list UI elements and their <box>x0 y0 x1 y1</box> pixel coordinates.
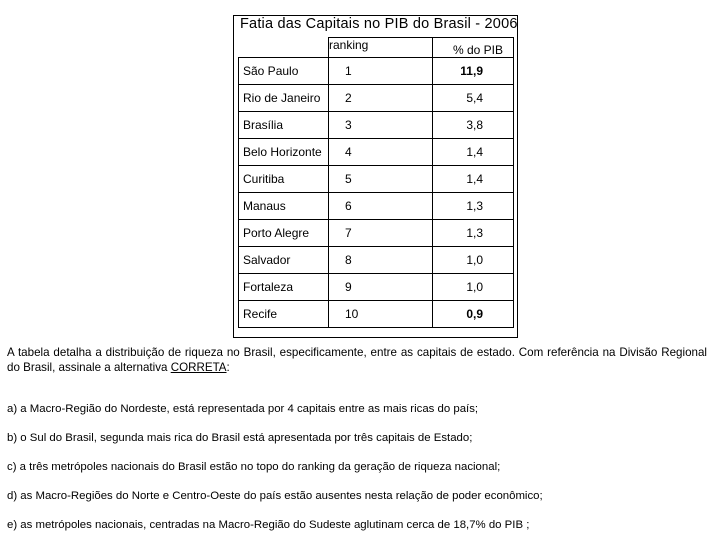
table-row <box>239 247 514 274</box>
table-row <box>239 193 514 220</box>
table-row <box>239 220 514 247</box>
question-intro <box>7 345 707 375</box>
intro-text: A tabela detalha a distribuição de riqueza no Brasil, especificamente, entre as capitais de estado. Com referência na Divisão Regional do Brasil, assinale a alternativa <box>7 346 707 374</box>
cell-city: Manaus <box>239 193 329 220</box>
cell-city: Porto Alegre <box>239 220 329 247</box>
cell-pct: 1,3 <box>433 220 514 247</box>
cell-pct: 1,4 <box>433 139 514 166</box>
table-row <box>239 166 514 193</box>
pib-table <box>238 37 514 328</box>
cell-pct: 11,9 <box>433 58 514 85</box>
cell-rank: 5 <box>329 166 433 193</box>
table-row <box>239 139 514 166</box>
cell-pct: 1,4 <box>433 166 514 193</box>
cell-rank: 3 <box>329 112 433 139</box>
cell-pct: 1,3 <box>433 193 514 220</box>
cell-city: Curitiba <box>239 166 329 193</box>
cell-rank: 6 <box>329 193 433 220</box>
cell-city: Belo Horizonte <box>239 139 329 166</box>
header-ranking: ranking <box>329 38 433 58</box>
intro-colon: : <box>226 361 230 374</box>
cell-pct: 1,0 <box>433 274 514 301</box>
cell-rank: 1 <box>329 58 433 85</box>
table-row <box>239 274 514 301</box>
intro-underlined-word: CORRETA <box>170 361 227 374</box>
cell-city: Rio de Janeiro <box>239 85 329 112</box>
cell-city: Fortaleza <box>239 274 329 301</box>
cell-rank: 4 <box>329 139 433 166</box>
cell-city: Salvador <box>239 247 329 274</box>
cell-rank: 8 <box>329 247 433 274</box>
table-row <box>239 301 514 328</box>
cell-pct: 0,9 <box>433 301 514 328</box>
option-b: b) o Sul do Brasil, segunda mais rica do Brasil está apresentada por três capitais de Estado; <box>7 432 473 444</box>
table-row <box>239 58 514 85</box>
option-c: c) a três metrópoles nacionais do Brasil estão no topo do ranking da geração de riqueza nacional; <box>7 461 501 473</box>
cell-rank: 7 <box>329 220 433 247</box>
table-header-row <box>239 38 514 58</box>
header-pib: % do PIB <box>433 38 514 58</box>
table-row <box>239 112 514 139</box>
cell-pct: 1,0 <box>433 247 514 274</box>
header-city <box>239 38 329 58</box>
option-a: a) a Macro-Região do Nordeste, está representada por 4 capitais entre as mais ricas do país; <box>7 403 479 415</box>
table-row <box>239 85 514 112</box>
cell-city: Recife <box>239 301 329 328</box>
table-title: Fatia das Capitais no PIB do Brasil - 2006 <box>240 16 518 32</box>
cell-pct: 3,8 <box>433 112 514 139</box>
cell-rank: 9 <box>329 274 433 301</box>
option-e: e) as metrópoles nacionais, centradas na Macro-Região do Sudeste aglutinam cerca de 18,7% do PIB ; <box>7 519 530 531</box>
pib-table-box <box>233 15 518 338</box>
cell-rank: 2 <box>329 85 433 112</box>
cell-pct: 5,4 <box>433 85 514 112</box>
cell-city: São Paulo <box>239 58 329 85</box>
option-d: d) as Macro-Regiões do Norte e Centro-Oeste do país estão ausentes nesta relação de poder econômico; <box>7 490 543 502</box>
cell-rank: 10 <box>329 301 433 328</box>
cell-city: Brasília <box>239 112 329 139</box>
